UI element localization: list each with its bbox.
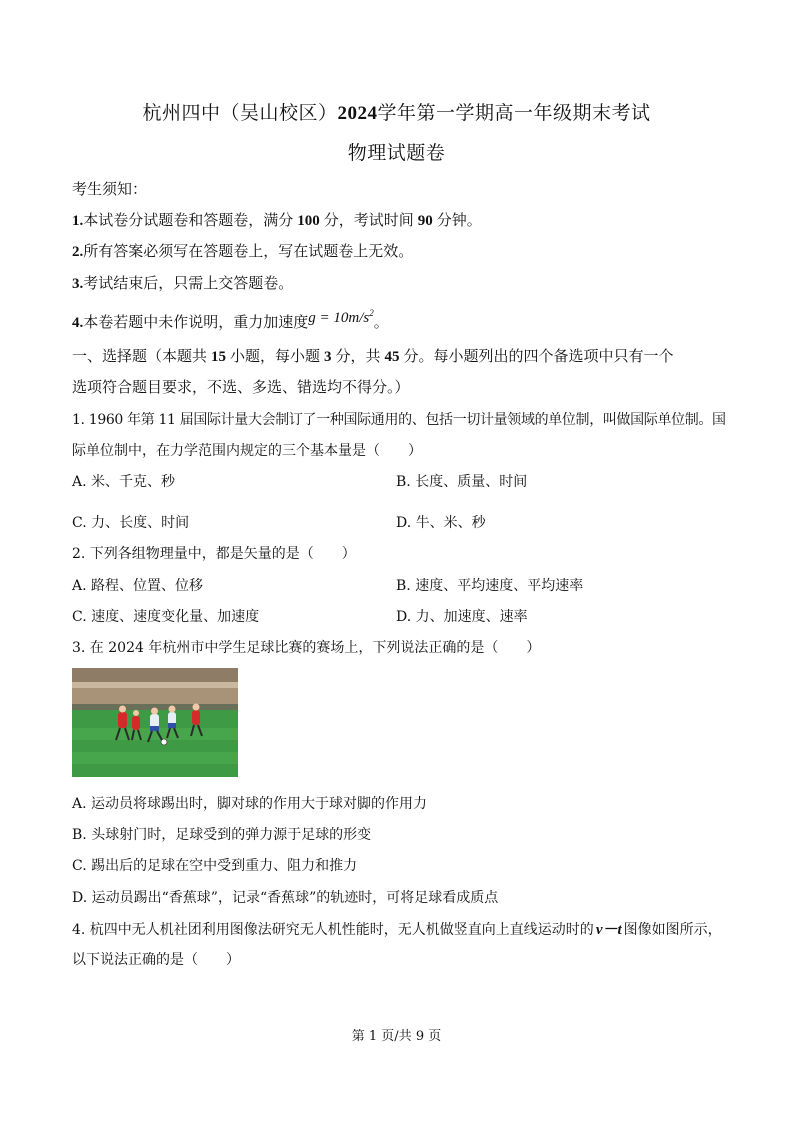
question-2-option-d: D. 力、加速度、速率 — [396, 609, 528, 625]
notice-item-4: 4.本卷若题中未作说明，重力加速度$g = 10m/s^2$。 — [72, 308, 389, 331]
question-3-option-a: A. 运动员将球踢出时，脚对球的作用大于球对脚的作用力 — [72, 796, 428, 812]
section-heading-line-2: 选项符合题目要求，不选、多选、错选均不得分。） — [72, 378, 410, 396]
question-4-stem-line-2: 以下说法正确的是（ ） — [72, 952, 240, 968]
question-3-option-d: D. 运动员踢出“香蕉球”，记录“香蕉球”的轨迹时，可将足球看成质点 — [72, 890, 499, 906]
question-3-option-c: C. 踢出后的足球在空中受到重力、阻力和推力 — [72, 858, 358, 874]
question-1-option-c: C. 力、长度、时间 — [72, 515, 190, 531]
section-heading-line-1: 一、选择题（本题共 15 小题，每小题 3 分，共 45 分。每小题列出的四个备选项中只有一个 — [72, 347, 674, 365]
question-2-option-b: B. 速度、平均速度、平均速率 — [396, 578, 584, 594]
question-2-option-a: A. 路程、位置、位移 — [72, 578, 204, 594]
question-1-option-a: A. 米、千克、秒 — [72, 474, 176, 490]
question-2-option-c: C. 速度、速度变化量、加速度 — [72, 609, 260, 625]
exam-title — [0, 98, 793, 125]
question-2-stem: 2. 下列各组物理量中，都是矢量的是（ ） — [72, 546, 356, 562]
notice-heading: 考生须知： — [72, 180, 148, 198]
exam-subtitle: 物理试题卷 — [347, 142, 446, 164]
question-4-stem-line-1: 4. 杭四中无人机社团利用图像法研究无人机性能时，无人机做竖直向上直线运动时的 v－t 图像如图所示， — [72, 922, 722, 938]
soccer-match-photo — [72, 668, 238, 777]
question-1-option-b: B. 长度、质量、时间 — [396, 474, 528, 490]
page-number: 第 1 页/共 9 页 — [351, 1029, 442, 1044]
notice-item-1: 1.本试卷分试题卷和答题卷，满分 100 分，考试时间 90 分钟。 — [72, 211, 482, 229]
question-3-option-b: B. 头球射门时，足球受到的弹力源于足球的形变 — [72, 827, 372, 843]
title-school: 杭州四中（吴山校区） — [142, 102, 338, 124]
notice-item-2: 2.所有答案必须写在答题卷上，写在试题卷上无效。 — [72, 242, 414, 260]
title-term: 学年第一学期高一年级期末考试 — [377, 102, 651, 124]
gravity-formula: $g = 10m/s^2$ — [308, 308, 374, 326]
question-3-stem: 3. 在 2024 年杭州市中学生足球比赛的赛场上，下列说法正确的是（ ） — [72, 640, 541, 656]
question-1-option-d: D. 牛、米、秒 — [396, 515, 486, 531]
question-1-stem-line-2: 际单位制中，在力学范围内规定的三个基本量是（ ） — [72, 443, 422, 459]
notice-item-3: 3.考试结束后，只需上交答题卷。 — [72, 274, 294, 292]
question-1-stem-line-1: 1. 1960 年第 11 届国际计量大会制订了一种国际通用的、包括一切计量领域的单位制，叫做国际单位制。国 — [72, 412, 726, 428]
v-t-formula: v－t — [595, 922, 622, 938]
title-year: 2024 — [337, 103, 378, 124]
